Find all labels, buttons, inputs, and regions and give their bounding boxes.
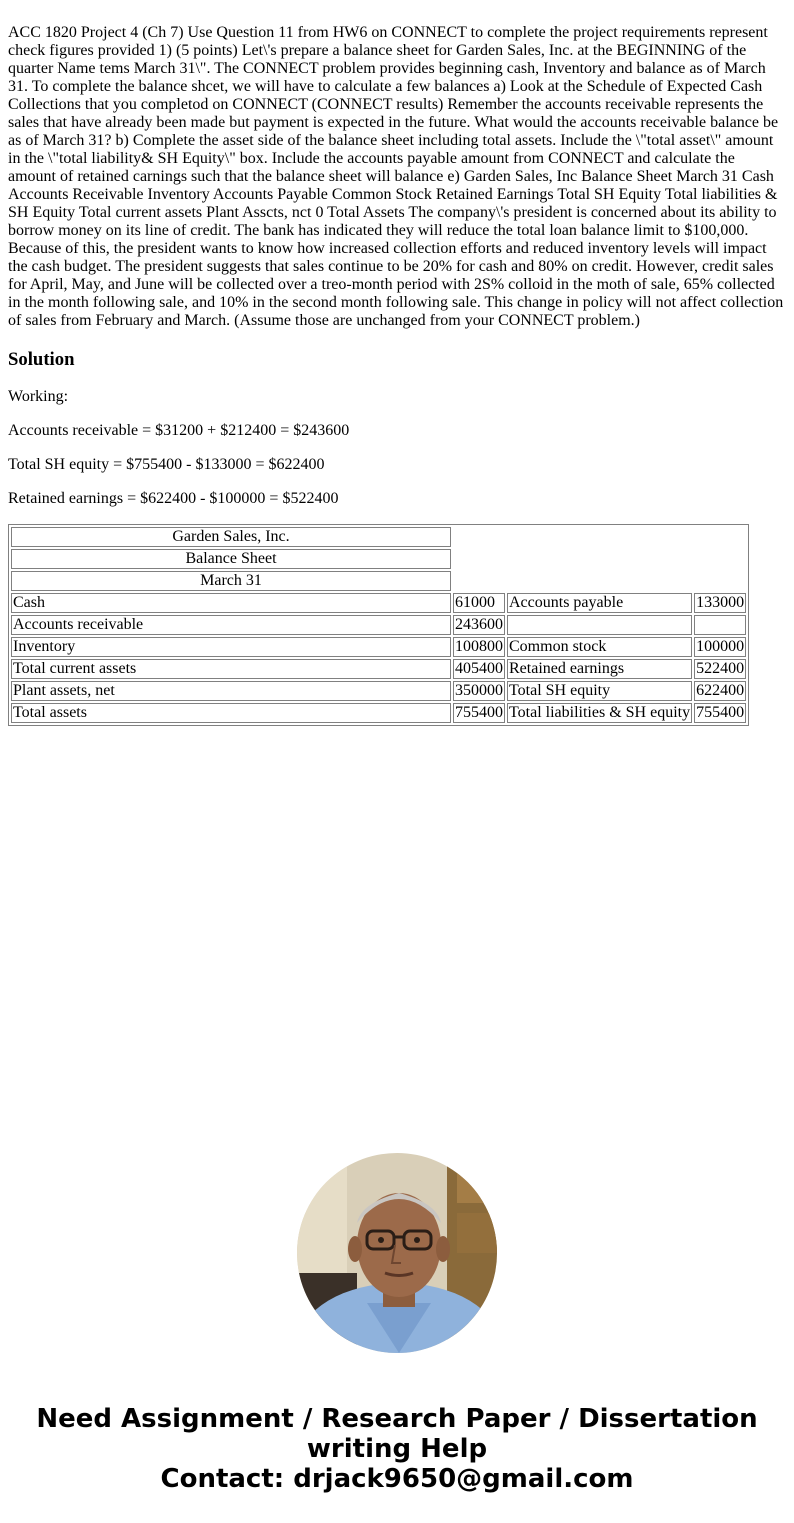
liability-value-cell: 755400 [696,704,745,721]
liability-label-cell: Accounts payable [507,593,692,613]
calc-line-retained-earnings: Retained earnings = $622400 - $100000 = $522400 [8,490,339,507]
promo-contact-line: Contact: drjack9650@gmail.com [160,1464,634,1494]
liability-value-cell: 522400 [696,660,745,677]
working-label: Working: [8,388,69,405]
company-name-cell: Garden Sales, Inc. [11,527,451,547]
liability-value-cell: 100000 [696,638,745,655]
asset-value-cell: 243600 [455,616,503,633]
statement-title-cell: Balance Sheet [11,549,451,569]
table-row [11,659,746,679]
liability-label-cell: Total liabilities & SH equity [509,704,691,721]
promo-banner [0,1404,794,1494]
table-row [11,637,746,657]
document-body [0,0,794,726]
table-row [11,593,746,613]
table-row [11,681,746,701]
asset-value-cell: 61000 [453,593,505,613]
promo-line-1: Need Assignment / Research Paper / Dissertation [36,1404,758,1434]
asset-value-cell: 755400 [455,704,503,721]
table-row [11,615,746,635]
table-row [11,527,746,547]
liability-value-cell [694,615,746,635]
solution-heading: Solution [8,349,75,370]
liability-label-cell [507,615,692,635]
author-portrait-image [297,1153,497,1353]
asset-value-cell: 405400 [455,660,503,677]
calc-line-total-sh-equity: Total SH equity = $755400 - $133000 = $622400 [8,456,325,473]
calc-line-accounts-receivable: Accounts receivable = $31200 + $212400 = $243600 [8,422,350,439]
asset-label-cell: Accounts receivable [11,615,451,635]
asset-label-cell: Inventory [11,637,451,657]
liability-value-cell: 622400 [696,682,745,699]
asset-label-cell: Total current assets [11,659,451,679]
statement-date-cell: March 31 [11,571,451,591]
liability-label-cell: Retained earnings [507,659,692,679]
asset-value-cell: 350000 [455,682,503,699]
liability-label-cell: Total SH equity [507,681,692,701]
promo-line-2: writing Help [306,1434,488,1464]
asset-label-cell: Cash [11,593,451,613]
asset-label-cell: Plant assets, net [11,681,451,701]
asset-value-cell: 100800 [455,638,503,655]
question-text: ACC 1820 Project 4 (Ch 7) Use Question 11 from HW6 on CONNECT to complete the project requirements represent check figures provided 1) (5 points) Let\'s prepare a balance sheet for Garden Sales, Inc. at the BEGINNING of the quarter Name tems March 31\". The CONNECT problem provides beginning cash, Inventory and balance as of March 31. To complete the balance shcet, we will have to calculate a few balances a) Look at the Schedule of Expected Cash Collections that you completod on CONNECT (CONNECT results) Remember the accounts receivable represents the sales that have already been made but payment is expected in the future. What would the accounts receivable balance be as of March 31? b) Complete the asset side of the balance sheet including total assets. Include the \"total asset\" amount in the \"total liability& SH Equity\" box. Include the accounts payable amount from CONNECT and calculate the amount of retained carnings such that the balance sheet will balance e) Garden Sales, Inc Balance Sheet March 31 Cash Accounts Receivable Inventory Accounts Payable Common Stock Retained Earnings Total SH Equity Total liabilities & SH Equity Total current assets Plant Asscts, nct 0 Total Assets The company\'s president is concerned about its ability to borrow money on its line of credit. The bank has indicated they will reduce the total loan balance limit to $100,000. Because of this, the president wants to know how increased collection efforts and reduced inventory levels will impact the cash budget. The president suggests that sales continue to be 20% for cash and 80% on credit. However, credit sales for April, May, and June will be collected over a treo-month period with 2S% colloid in the moth of sale, 65% collected in the month following sale, and 10% in the second month following sale. This change in policy will not affect collection of sales from February and March. (Assume those are unchanged from your CONNECT problem.) [8,24,784,329]
author-avatar [297,1153,497,1353]
table-row [11,703,746,723]
asset-label-cell: Total assets [11,703,451,723]
liability-value-cell: 133000 [696,594,745,611]
liability-label-cell: Common stock [507,637,692,657]
balance-sheet-table [8,524,749,726]
